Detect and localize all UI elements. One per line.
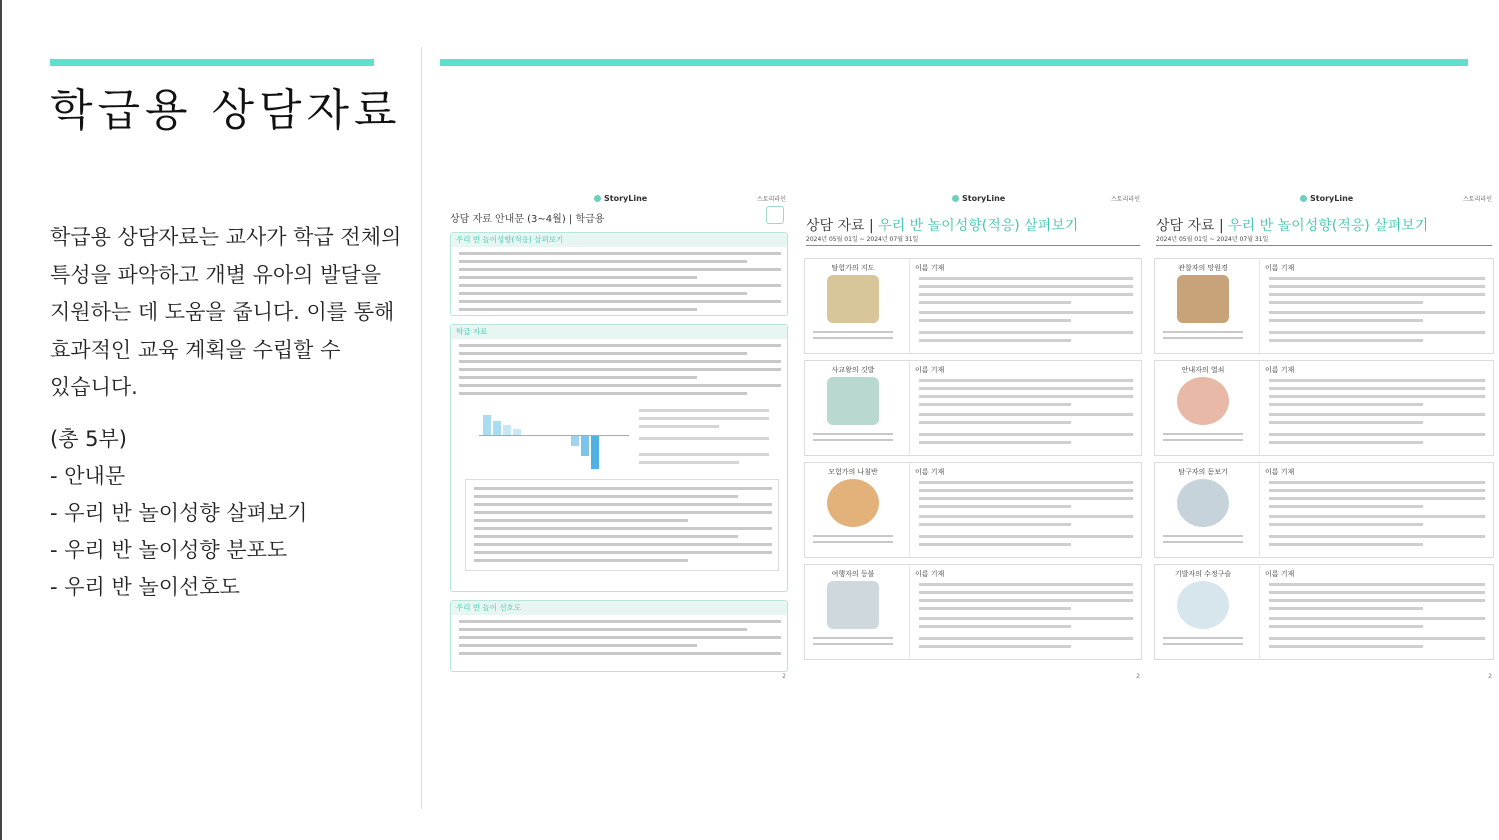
section-box [450,324,788,592]
date-range: 2024년 05월 01일 ~ 2024년 07월 31일 [1156,236,1269,243]
page-number: 2 [1488,673,1492,680]
distribution-chart [459,401,779,471]
corner-label: 스토리라인 [1111,196,1140,203]
storyline-logo-icon [952,195,959,202]
character-card [804,360,1142,456]
column-header: 이름 기재 [1265,264,1295,272]
column-divider [421,47,422,809]
page-number: 2 [1136,673,1140,680]
map-icon [827,275,879,323]
crystal-ball-icon [1177,581,1229,629]
section-box [450,232,788,316]
page-thumbnail-guide [448,190,790,682]
character-card [804,258,1142,354]
description-line: 있습니다. [50,375,138,399]
section-header: 우리 반 놀이성향(적응) 살펴보기 [451,233,787,247]
page-title: 상담 자료 | 우리 반 놀이성향(적응) 살펴보기 [806,218,1079,234]
section-header: 우리 반 놀이 선호도 [451,601,787,615]
date-range: 2024년 05월 01일 ~ 2024년 07월 31일 [806,236,919,243]
page-title: 상담 자료 | 우리 반 놀이성향(적응) 살펴보기 [1156,218,1429,234]
column-header: 이름 기재 [915,468,945,476]
description-line: 효과적인 교육 계획을 수립할 수 [50,337,341,362]
storyline-logo-icon [594,195,601,202]
page-thumbnail-play-tendency-1 [802,190,1144,682]
preview-accent-bar [440,59,1468,66]
column-header: 이름 기재 [1265,570,1295,578]
contents-list [50,421,307,606]
card-name: 모험가의 나침반 [828,468,878,476]
character-card [804,564,1142,660]
contents-item: - 안내문 [50,464,126,488]
contents-count: (총 5부) [50,427,127,451]
description-line: 지원하는 데 도움을 줍니다. 이를 통해 [50,300,395,324]
section-header: 학급 자료 [451,325,787,339]
slide-description [50,219,402,407]
character-card [804,462,1142,558]
page-thumbnail-play-tendency-2 [1152,190,1496,682]
card-name: 탐구자의 돋보기 [1178,468,1228,476]
column-header: 이름 기재 [1265,468,1295,476]
character-card [1154,564,1494,660]
column-header: 이름 기재 [915,264,945,272]
corner-label: 스토리라인 [1463,196,1492,203]
contents-item: - 우리 반 놀이선호도 [50,575,240,599]
description-line: 특성을 파악하고 개별 유아의 발달을 [50,262,381,287]
character-card [1154,360,1494,456]
flag-icon [827,377,879,425]
character-card [1154,462,1494,558]
magnifier-icon [1177,479,1229,527]
card-name: 탐험가의 지도 [831,264,875,272]
section-box [450,600,788,672]
contents-item: - 우리 반 놀이성향 분포도 [50,538,288,562]
corner-label: 스토리라인 [757,196,786,203]
storyline-logo: StoryLine [952,194,1005,203]
lantern-icon [827,581,879,629]
key-icon [1177,377,1229,425]
building-icon [766,206,784,224]
storyline-logo-icon [1300,195,1307,202]
column-header: 이름 기재 [915,570,945,578]
column-header: 이름 기재 [915,366,945,374]
character-card [1154,258,1494,354]
compass-icon [827,479,879,527]
title-accent-bar [50,59,374,66]
storyline-logo: StoryLine [1300,194,1353,203]
telescope-icon [1177,275,1229,323]
card-name: 관찰자의 망원경 [1178,264,1228,272]
card-name: 사교왕의 깃발 [831,366,875,374]
card-name: 여행자의 등불 [831,570,875,578]
card-name: 안내자의 열쇠 [1181,366,1225,374]
slide-title: 학급용 상담자료 [50,85,402,136]
column-header: 이름 기재 [1265,366,1295,374]
window-left-border [0,0,2,840]
description-line: 학급용 상담자료는 교사가 학급 전체의 [50,225,402,249]
page-number: 2 [782,673,786,680]
page-title: 상담 자료 안내문 (3~4월) | 학급용 [450,214,605,225]
card-name: 기발자의 수정구슬 [1174,570,1232,578]
contents-item: - 우리 반 놀이성향 살펴보기 [50,501,308,525]
storyline-logo: StoryLine [594,194,647,203]
